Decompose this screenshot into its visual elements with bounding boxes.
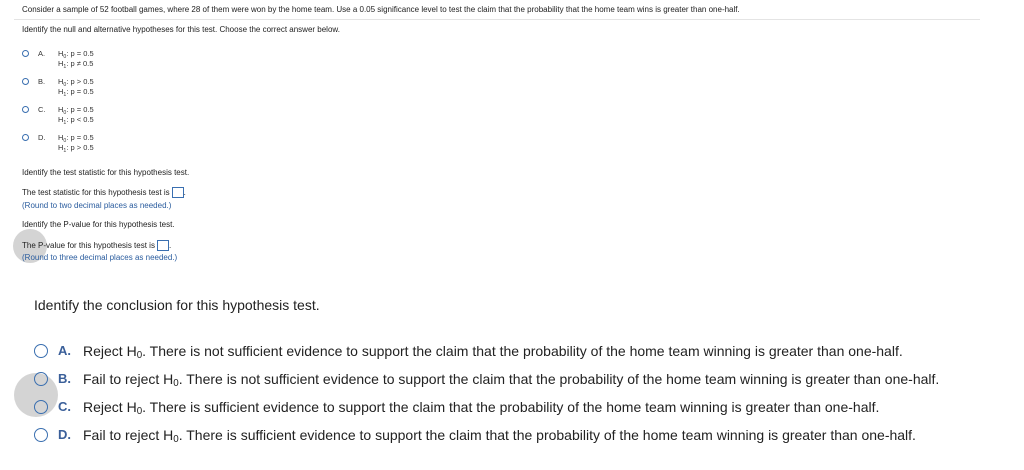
option-letter: B. bbox=[58, 371, 71, 386]
option-text: Fail to reject $H_0$. There is not sufficient evidence to support the claim that the probability of the home team winning is greater than one-half. bbox=[83, 371, 940, 389]
radio-button[interactable] bbox=[34, 400, 48, 414]
radio-button[interactable] bbox=[34, 372, 48, 386]
radio-button[interactable] bbox=[34, 428, 48, 442]
null-hypothesis: $H_0$: p = 0.5 bbox=[58, 133, 94, 144]
alternative-hypothesis: $H_1$: p > 0.5 bbox=[58, 143, 94, 154]
p-value-sentence: The P-value for this hypothesis test is bbox=[22, 241, 155, 250]
option-letter: B. bbox=[38, 77, 46, 86]
option-letter: A. bbox=[38, 49, 46, 58]
option-letter: C. bbox=[58, 399, 71, 414]
test-statistic-hint: (Round to two decimal places as needed.) bbox=[22, 201, 172, 210]
option-letter: D. bbox=[58, 427, 71, 442]
radio-button[interactable] bbox=[22, 106, 29, 113]
conclusion-heading: Identify the conclusion for this hypothesis test. bbox=[34, 297, 320, 313]
test-statistic-heading: Identify the test statistic for this hypothesis test. bbox=[22, 168, 190, 177]
null-hypothesis: $H_0$: p = 0.5 bbox=[58, 49, 94, 60]
radio-button[interactable] bbox=[22, 50, 29, 57]
test-statistic-input[interactable] bbox=[172, 187, 184, 198]
p-value-input[interactable] bbox=[157, 240, 169, 251]
divider bbox=[14, 19, 980, 20]
option-text: Fail to reject $H_0$. There is sufficient evidence to support the claim that the probability of the home team winning is greater than one-half. bbox=[83, 427, 916, 445]
alternative-hypothesis: $H_1$: p ≠ 0.5 bbox=[58, 59, 94, 70]
option-letter: C. bbox=[38, 105, 46, 114]
test-statistic-sentence: The test statistic for this hypothesis test is bbox=[22, 188, 170, 197]
radio-button[interactable] bbox=[34, 344, 48, 358]
option-text: Reject $H_0$. There is sufficient evidence to support the claim that the probability of the home team winning is greater than one-half. bbox=[83, 399, 880, 417]
p-value-hint: (Round to three decimal places as needed.) bbox=[22, 253, 178, 262]
hypotheses-question: Identify the null and alternative hypotheses for this test. Choose the correct answer below. bbox=[22, 25, 340, 34]
option-letter: D. bbox=[38, 133, 46, 142]
p-value-heading: Identify the P-value for this hypothesis test. bbox=[22, 220, 175, 229]
radio-button[interactable] bbox=[22, 78, 29, 85]
problem-prompt: Consider a sample of 52 football games, where 28 of them were won by the home team. Use a 0.05 significance level to test the claim that the probability that the home team wins is greater than one-half. bbox=[22, 5, 740, 14]
test-statistic-line: The test statistic for this hypothesis test is . bbox=[22, 188, 186, 197]
option-letter: A. bbox=[58, 343, 71, 358]
null-hypothesis: $H_0$: p > 0.5 bbox=[58, 77, 94, 88]
option-text: Reject $H_0$. There is not sufficient evidence to support the claim that the probability of the home team winning is greater than one-half. bbox=[83, 343, 903, 361]
alternative-hypothesis: $H_1$: p = 0.5 bbox=[58, 87, 94, 98]
radio-button[interactable] bbox=[22, 134, 29, 141]
p-value-line: The P-value for this hypothesis test is . bbox=[22, 241, 172, 250]
alternative-hypothesis: $H_1$: p < 0.5 bbox=[58, 115, 94, 126]
null-hypothesis: $H_0$: p = 0.5 bbox=[58, 105, 94, 116]
